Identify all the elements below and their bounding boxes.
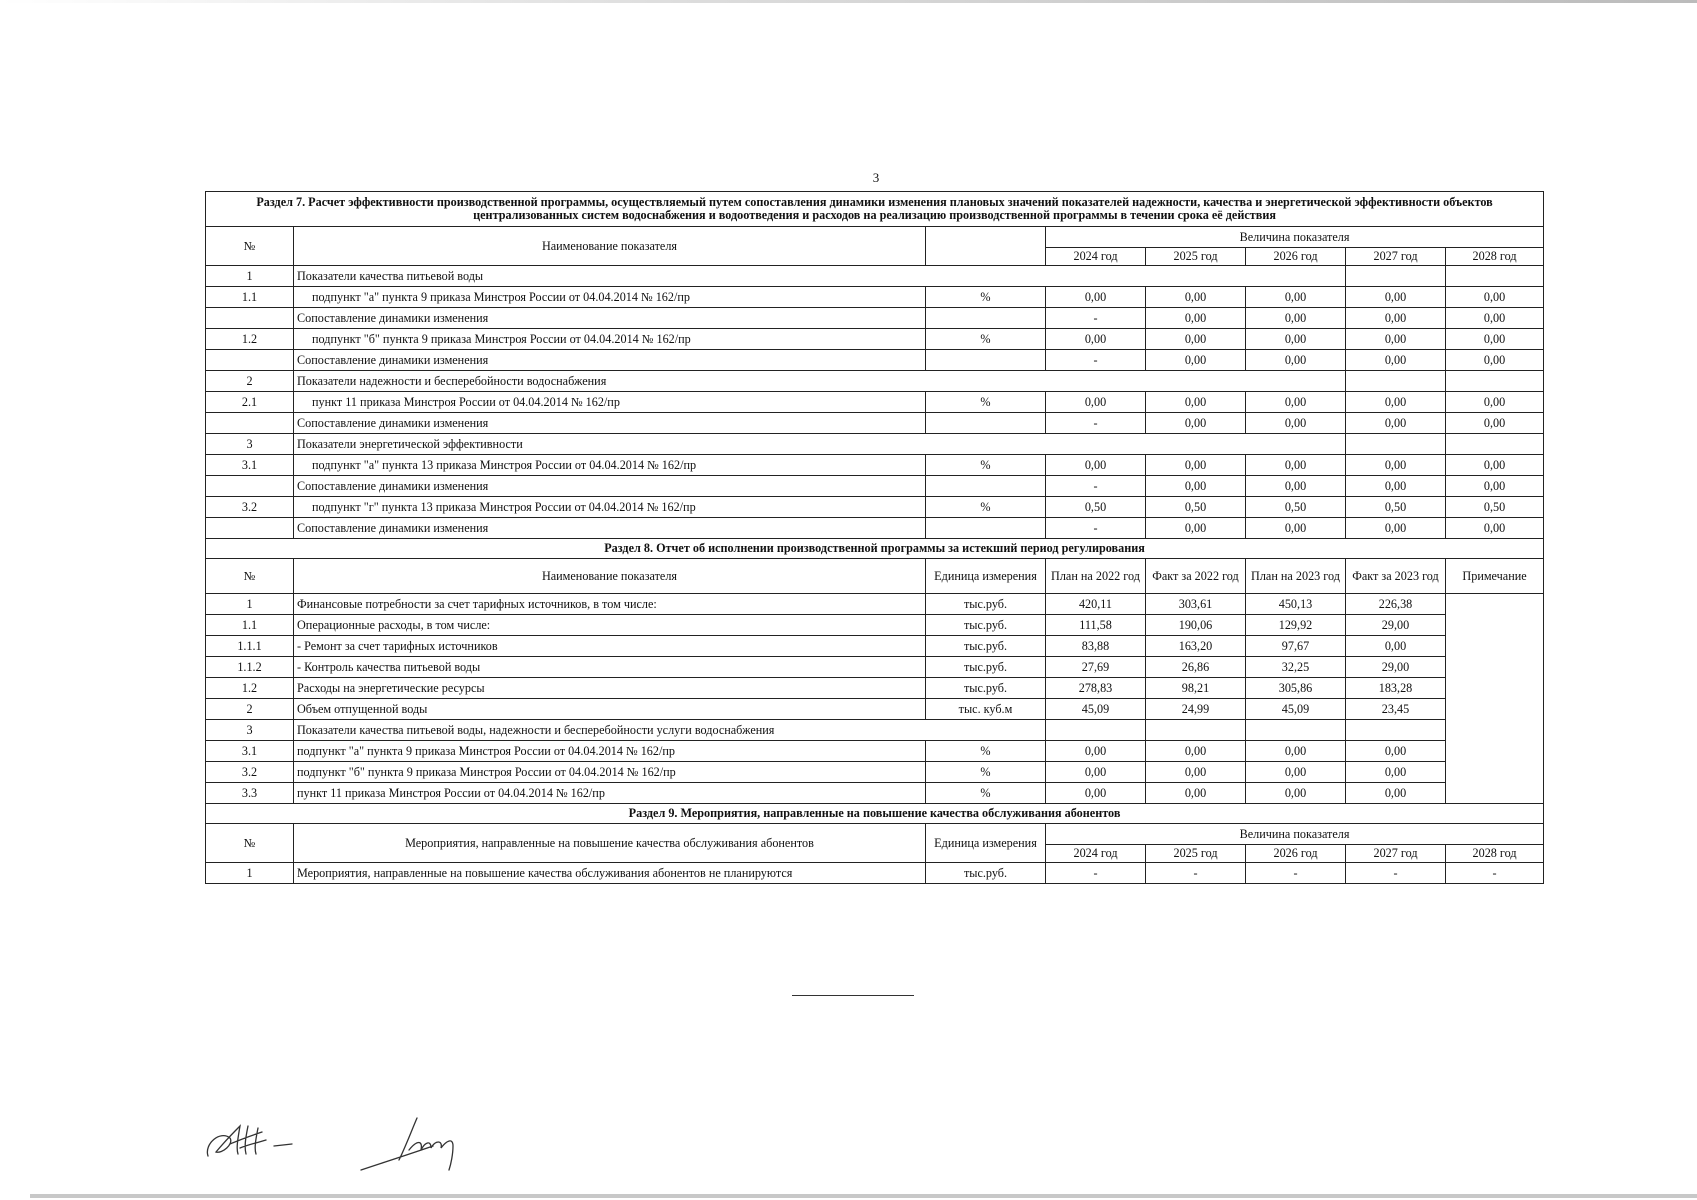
col-fact-2022-header: Факт за 2022 год [1146,559,1246,594]
empty-cell [1246,720,1346,741]
row-name: Операционные расходы, в том числе: [294,615,926,636]
row-value: - [1046,476,1146,497]
note-cell [1446,594,1544,804]
row-value: 0,00 [1046,329,1146,350]
row-value: 190,06 [1146,615,1246,636]
signature-2 [355,1110,475,1174]
row-value: 0,00 [1046,392,1146,413]
table-row [206,455,1544,476]
row-value: 32,25 [1246,657,1346,678]
table-row [206,863,1544,884]
year-header: 2024 год [1046,248,1146,266]
table-row [206,615,1544,636]
row-name: подпункт "а" пункта 9 приказа Минстроя России от 04.04.2014 № 162/пр [294,741,926,762]
col-unit-header: Единица измерения [926,824,1046,863]
row-name: Объем отпущенной воды [294,699,926,720]
row-value: 0,00 [1046,762,1146,783]
row-name: Расходы на энергетические ресурсы [294,678,926,699]
row-name: подпункт "г" пункта 13 приказа Минстроя России от 04.04.2014 № 162/пр [294,497,926,518]
row-name: пункт 11 приказа Минстроя России от 04.04.2014 № 162/пр [294,783,926,804]
section7-title: Раздел 7. Расчет эффективности производственной программы, осуществляемый путем сопоставления динамики изменения плановых значений показателей надежности, качества и энергетической эффективности объектов централизованных систем водоснабжения и водоотведения и расходов на реализацию производственной программы в течении срока её действия [206,192,1544,227]
col-value-header: Величина показателя [1046,824,1544,845]
row-name: Сопоставление динамики изменения [294,518,926,539]
row-value: 305,86 [1246,678,1346,699]
row-unit: тыс.руб. [926,636,1046,657]
row-value: 29,00 [1346,615,1446,636]
row-name: Показатели энергетической эффективности [294,434,1346,455]
row-value: 0,00 [1246,476,1346,497]
row-number: 1 [206,594,294,615]
row-value: - [1046,863,1146,884]
table-row [206,308,1544,329]
section8-title-row [206,539,1544,559]
row-value: 0,00 [1346,392,1446,413]
table-row [206,476,1544,497]
year-header: 2025 год [1146,248,1246,266]
row-name: подпункт "а" пункта 9 приказа Минстроя России от 04.04.2014 № 162/пр [294,287,926,308]
row-value: 0,00 [1346,287,1446,308]
row-value: 0,00 [1146,329,1246,350]
row-value: 0,00 [1146,308,1246,329]
row-unit [926,350,1046,371]
section9-title-row [206,804,1544,824]
row-value: 111,58 [1046,615,1146,636]
row-unit: тыс.руб. [926,594,1046,615]
empty-cell [1346,266,1446,287]
row-value: 0,00 [1446,476,1544,497]
row-value: 0,00 [1046,741,1146,762]
group-row [206,371,1544,392]
row-number [206,413,294,434]
row-name: Финансовые потребности за счет тарифных источников, в том числе: [294,594,926,615]
row-value: 0,00 [1346,762,1446,783]
row-name: - Ремонт за счет тарифных источников [294,636,926,657]
table-row [206,518,1544,539]
row-value: 0,50 [1446,497,1544,518]
row-value: 0,00 [1246,762,1346,783]
row-number: 3.2 [206,762,294,783]
col-plan-2022-header: План на 2022 год [1046,559,1146,594]
empty-cell [1446,371,1544,392]
row-value: 0,00 [1246,518,1346,539]
scan-edge-top [0,0,1697,3]
row-name: подпункт "б" пункта 9 приказа Минстроя России от 04.04.2014 № 162/пр [294,762,926,783]
row-value: 226,38 [1346,594,1446,615]
col-num-header: № [206,824,294,863]
row-value: 0,00 [1246,308,1346,329]
row-value: 27,69 [1046,657,1146,678]
row-number: 2 [206,699,294,720]
row-value: 0,00 [1446,518,1544,539]
section7-header-row [206,227,1544,248]
group-row [206,720,1544,741]
row-value: 0,00 [1346,455,1446,476]
row-unit: % [926,497,1046,518]
row-value: 0,00 [1246,392,1346,413]
row-value: 0,00 [1146,741,1246,762]
table-row [206,392,1544,413]
row-unit [926,518,1046,539]
empty-cell [1446,434,1544,455]
row-value: 0,00 [1046,783,1146,804]
row-number: 2 [206,371,294,392]
row-number [206,476,294,497]
row-value: 0,00 [1146,287,1246,308]
row-value: 97,67 [1246,636,1346,657]
empty-cell [1146,720,1246,741]
row-value: 0,00 [1346,413,1446,434]
row-unit: % [926,455,1046,476]
row-name: - Контроль качества питьевой воды [294,657,926,678]
row-unit: % [926,392,1046,413]
row-name: Сопоставление динамики изменения [294,413,926,434]
section8-header-row [206,559,1544,594]
row-value: 0,00 [1346,636,1446,657]
row-name: пункт 11 приказа Минстроя России от 04.04.2014 № 162/пр [294,392,926,413]
row-value: 303,61 [1146,594,1246,615]
col-unit-header: Единица измерения [926,559,1046,594]
row-number: 2.1 [206,392,294,413]
scan-edge-bottom [30,1194,1697,1198]
table-row [206,657,1544,678]
table-row [206,413,1544,434]
row-value: 0,50 [1346,497,1446,518]
row-unit: % [926,783,1046,804]
row-value: 0,00 [1246,350,1346,371]
row-number: 1 [206,266,294,287]
year-header: 2026 год [1246,845,1346,863]
year-header: 2025 год [1146,845,1246,863]
row-value: 0,50 [1046,497,1146,518]
row-value: 0,00 [1346,518,1446,539]
row-value: 45,09 [1246,699,1346,720]
row-value: - [1046,518,1146,539]
row-name: Показатели качества питьевой воды [294,266,1346,287]
section9-header-row [206,824,1544,845]
row-name: подпункт "б" пункта 9 приказа Минстроя России от 04.04.2014 № 162/пр [294,329,926,350]
row-value: 0,00 [1446,413,1544,434]
row-value: 0,00 [1146,350,1246,371]
row-value: 0,00 [1146,392,1246,413]
row-value: 0,00 [1146,413,1246,434]
row-value: - [1346,863,1446,884]
empty-cell [1346,720,1446,741]
row-value: 420,11 [1046,594,1146,615]
table-row [206,678,1544,699]
group-row [206,434,1544,455]
row-value: 0,00 [1446,287,1544,308]
row-value: 0,00 [1346,741,1446,762]
row-unit: % [926,762,1046,783]
row-name: Сопоставление динамики изменения [294,350,926,371]
table-row [206,699,1544,720]
row-value: 0,00 [1046,287,1146,308]
row-number: 3.1 [206,455,294,476]
row-unit: тыс.руб. [926,615,1046,636]
row-number: 1.1.2 [206,657,294,678]
row-value: 0,00 [1246,413,1346,434]
row-value: 0,00 [1346,476,1446,497]
row-number: 3 [206,434,294,455]
col-num-header: № [206,559,294,594]
row-number: 1.2 [206,329,294,350]
section8-title: Раздел 8. Отчет об исполнении производственной программы за истекший период регулирования [206,539,1544,559]
row-number: 3.3 [206,783,294,804]
row-value: 0,00 [1446,392,1544,413]
row-value: 24,99 [1146,699,1246,720]
row-unit: % [926,329,1046,350]
col-fact-2023-header: Факт за 2023 год [1346,559,1446,594]
row-number: 3.2 [206,497,294,518]
year-header: 2028 год [1446,845,1544,863]
row-name: Показатели надежности и бесперебойности водоснабжения [294,371,1346,392]
row-value: 45,09 [1046,699,1146,720]
row-value: - [1446,863,1544,884]
row-value: 29,00 [1346,657,1446,678]
row-value: 26,86 [1146,657,1246,678]
row-value: - [1146,863,1246,884]
col-value-header: Величина показателя [1046,227,1544,248]
row-value: 0,00 [1246,329,1346,350]
row-number [206,350,294,371]
row-value: 163,20 [1146,636,1246,657]
row-name: Сопоставление динамики изменения [294,476,926,497]
row-value: 450,13 [1246,594,1346,615]
row-name: Мероприятия, направленные на повышение качества обслуживания абонентов не планируются [294,863,926,884]
row-value: 0,00 [1246,455,1346,476]
year-header: 2028 год [1446,248,1544,266]
group-row [206,266,1544,287]
row-value: 0,00 [1146,762,1246,783]
row-unit [926,476,1046,497]
col-name-header: Наименование показателя [294,559,926,594]
row-unit: % [926,741,1046,762]
row-value: 0,50 [1146,497,1246,518]
row-unit: тыс.руб. [926,657,1046,678]
table-row [206,594,1544,615]
table-row [206,741,1544,762]
row-value: - [1046,350,1146,371]
row-unit: тыс.руб. [926,863,1046,884]
row-value: 129,92 [1246,615,1346,636]
empty-cell [1046,720,1146,741]
empty-cell [1446,266,1544,287]
report-table [205,191,1544,884]
section7-title-row [206,192,1544,227]
row-value: 23,45 [1346,699,1446,720]
year-header: 2027 год [1346,845,1446,863]
year-header: 2027 год [1346,248,1446,266]
row-value: 0,00 [1046,455,1146,476]
row-value: 278,83 [1046,678,1146,699]
row-value: - [1046,308,1146,329]
col-unit-header [926,227,1046,266]
col-name-header: Наименование показателя [294,227,926,266]
table-row [206,497,1544,518]
row-number: 1 [206,863,294,884]
year-header: 2026 год [1246,248,1346,266]
row-number: 3.1 [206,741,294,762]
row-value: 83,88 [1046,636,1146,657]
row-value: - [1046,413,1146,434]
row-value: 0,00 [1146,455,1246,476]
row-number: 1.1 [206,615,294,636]
empty-cell [1346,371,1446,392]
end-rule [792,995,914,996]
table-row [206,762,1544,783]
table-row [206,350,1544,371]
row-value: 0,00 [1346,308,1446,329]
row-value: 0,00 [1446,308,1544,329]
row-unit: тыс. куб.м [926,699,1046,720]
empty-cell [1346,434,1446,455]
row-value: 0,00 [1246,287,1346,308]
signature-1 [200,1118,310,1168]
year-header: 2024 год [1046,845,1146,863]
row-value: 0,00 [1146,783,1246,804]
row-name: подпункт "а" пункта 13 приказа Минстроя России от 04.04.2014 № 162/пр [294,455,926,476]
table-row [206,329,1544,350]
row-number [206,308,294,329]
row-number: 3 [206,720,294,741]
table-row [206,287,1544,308]
table-row [206,783,1544,804]
row-value: 0,00 [1446,329,1544,350]
row-number [206,518,294,539]
row-unit: % [926,287,1046,308]
col-name-header: Мероприятия, направленные на повышение качества обслуживания абонентов [294,824,926,863]
row-value: - [1246,863,1346,884]
row-value: 0,00 [1346,329,1446,350]
row-name: Показатели качества питьевой воды, надежности и бесперебойности услуги водоснабжения [294,720,1046,741]
row-value: 0,00 [1346,783,1446,804]
row-unit [926,308,1046,329]
row-name: Сопоставление динамики изменения [294,308,926,329]
row-value: 0,00 [1446,350,1544,371]
row-value: 0,00 [1246,741,1346,762]
section9-title: Раздел 9. Мероприятия, направленные на повышение качества обслуживания абонентов [206,804,1544,824]
row-value: 0,00 [1146,476,1246,497]
row-value: 0,00 [1446,455,1544,476]
row-value: 0,00 [1146,518,1246,539]
col-note-header: Примечание [1446,559,1544,594]
row-number: 1.1.1 [206,636,294,657]
row-value: 0,00 [1246,783,1346,804]
page-number: 3 [872,170,880,185]
row-number: 1.1 [206,287,294,308]
row-value: 0,00 [1346,350,1446,371]
row-unit: тыс.руб. [926,678,1046,699]
col-num-header: № [206,227,294,266]
row-number: 1.2 [206,678,294,699]
row-unit [926,413,1046,434]
row-value: 98,21 [1146,678,1246,699]
row-value: 0,50 [1246,497,1346,518]
col-plan-2023-header: План на 2023 год [1246,559,1346,594]
table-row [206,636,1544,657]
row-value: 183,28 [1346,678,1446,699]
